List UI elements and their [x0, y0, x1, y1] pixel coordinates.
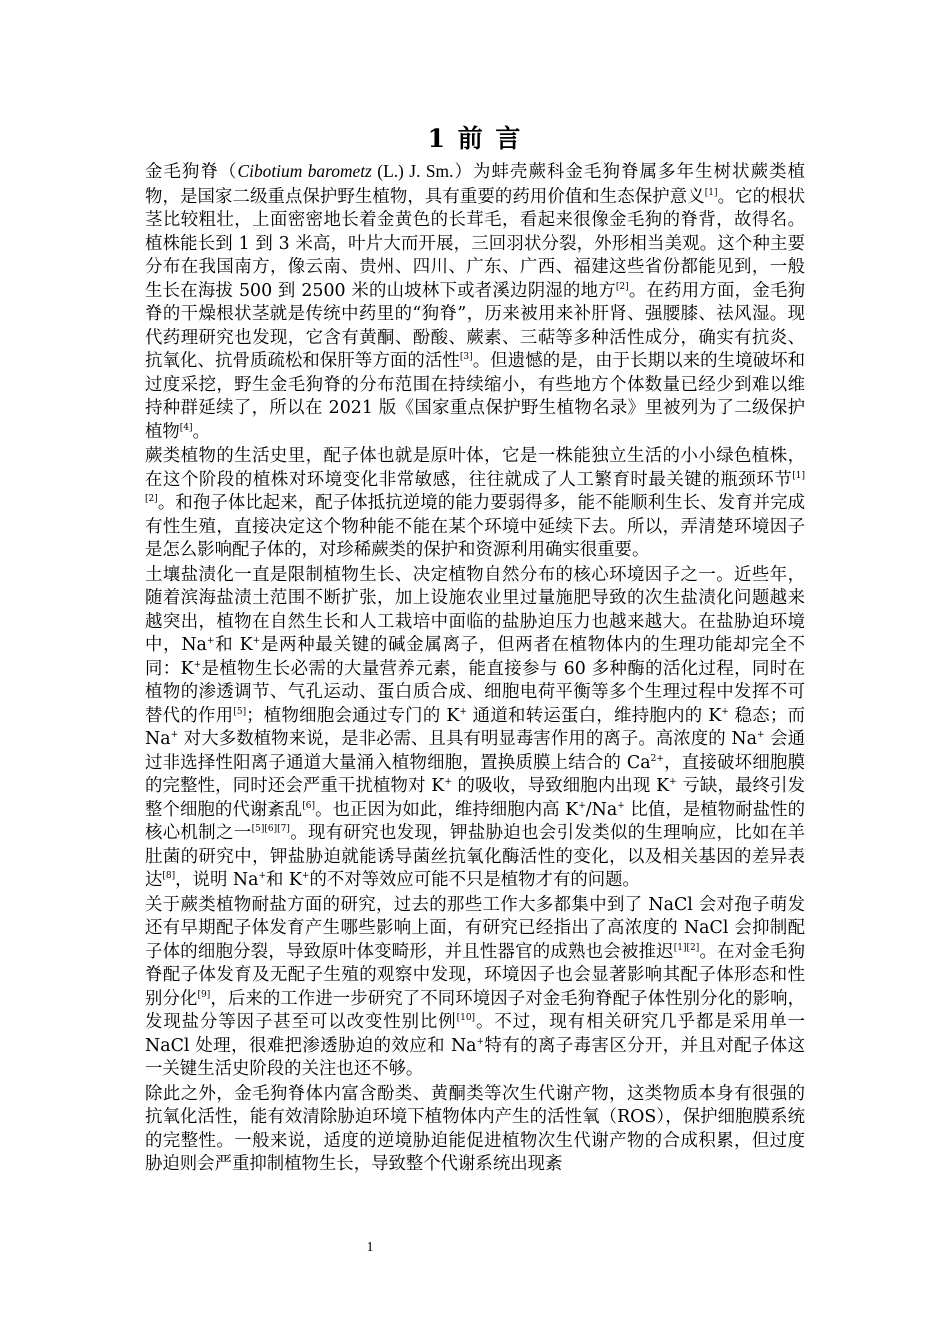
- text-run: 。但遗憾的是，由于长期以来的生境破坏和过度采挖，野生金毛狗脊的分布范围在持续缩小，有些地方个体数量已经少到难以维持种群延续了，所以在 2021 版《国家重点保护野生植物名录》里被列为了二级保护植物: [145, 351, 805, 442]
- paragraph-4: [145, 894, 805, 1082]
- text-run: (L.) J. Sm.）为蚌壳蕨科金毛狗脊属多年生树状蕨类植物，是国家二级重点保护野生植物，具有重要的药用价值和生态保护意义: [145, 161, 805, 206]
- text-run: 的吸收，导致细胞内出现 K: [451, 776, 670, 796]
- citation: [1][2]: [145, 470, 805, 504]
- text-run: ，后来的工作进一步研究了不同环境因子对金毛狗脊配子体性别分化的影响，发现盐分等因子甚至可以改变性别比例: [145, 988, 805, 1032]
- text-run: 是植物生长必需的大量营养元素，能直接参与 60 多种酶的活化过程，同时在植物的渗透调节、气孔运动、蛋白质合成、细胞电荷平衡等多个生理过程中发挥不可替代的作用: [145, 658, 805, 726]
- citation: [2]: [615, 281, 629, 292]
- text-run: 是两种最关键的碱金属离子，但两者在植物体内的生理功能却完全不同：K: [145, 635, 805, 679]
- citation: [3]: [459, 352, 473, 362]
- text-run: 对大多数植物来说，是非必需、且具有明显毒害作用的离子。高浓度的 Na: [178, 729, 757, 749]
- text-run: 的不对等效应可能不只是植物才有的问题。: [309, 870, 640, 890]
- text-run: ，直接破坏细胞膜的完整性，同时还会严重干扰植物对 K: [145, 752, 805, 796]
- text-run: 和 K: [214, 635, 253, 655]
- paragraph-1: [145, 160, 805, 444]
- text-run: 特有的离子毒害区分开，并且对配子体这一关键生活史阶段的关注也还不够。: [145, 1035, 805, 1079]
- text-run: 。: [192, 421, 210, 442]
- citation: [10]: [456, 1013, 476, 1023]
- ion-charge: +: [459, 706, 467, 717]
- page-number: 1: [366, 1240, 374, 1255]
- text-run: 。现有研究也发现，钾盐胁迫也会引发类似的生理响应，比如在羊肚菌的研究中，钾盐胁迫就能诱导菌丝抗氧化酶活性的变化，以及相关基因的差异表达: [145, 823, 805, 890]
- text-run: 和 K: [266, 870, 302, 890]
- paragraph-5: [145, 1083, 805, 1177]
- text-run: 除此之外，金毛狗脊体内富含酚类、黄酮类等次生代谢产物，这类物质本身有很强的抗氧化活性，能有效清除胁迫环境下植物体内产生的活性氧（ROS），保护细胞膜系统的完整性。一般来说，适度的逆境胁迫能促进植物次生代谢产物的合成积累，但过度胁迫则会严重抑制植物生长，导致整个代谢系统出现紊: [145, 1083, 805, 1174]
- ion-charge: +: [252, 636, 261, 646]
- citation: [5][6][7]: [251, 824, 290, 834]
- ion-charge: +: [617, 800, 625, 811]
- citation: [6]: [302, 800, 315, 811]
- body-text: [145, 160, 805, 1177]
- citation: [4]: [179, 422, 193, 433]
- ion-charge: +: [258, 871, 266, 881]
- text-run: 比值，是植物耐盐性的核心机制之一: [145, 799, 805, 843]
- text-run: 。在对金毛狗脊配子体发育及无配子生殖的观察中发现，环境因子也会显著影响其配子体形态和性别分化: [145, 941, 805, 1009]
- text-run: 。在药用方面，金毛狗脊的干燥根状茎就是传统中药里的“狗脊”，历来被用来补肝肾、强腰膝、祛风湿。现代药理研究也发现，它含有黄酮、酚酸、蕨素、三萜等多种活性成分，确实有抗炎、抗氧化、抗骨质疏松和保肝等方面的活性: [145, 280, 805, 371]
- ion-charge: +: [721, 706, 729, 717]
- text-run: 。它的根状茎比较粗壮，上面密密地长着金黄色的长茸毛，看起来很像金毛狗的脊背，故得名。植株能长到 1 到 3 米高，叶片大而开展，三回羽状分裂，外形相当美观。这个种主要分布在我国南方，像云南、贵州、四川、广东、广西、福建这些省份都能见到，一般生长在海拔 500 到 2500 米的山坡林下或者溪边阴湿的地方: [145, 186, 805, 301]
- ion-charge: 2+: [650, 753, 664, 764]
- text-run: 。不过，现有相关研究几乎都是采用单一 NaCl 处理，很难把渗透胁迫的效应和 Na: [145, 1012, 805, 1056]
- text-run: ；植物细胞会通过专门的 K: [246, 705, 460, 726]
- ion-charge: +: [578, 800, 586, 811]
- ion-charge: +: [476, 1036, 485, 1047]
- ion-charge: +: [444, 777, 452, 787]
- text-run: 金毛狗脊（: [145, 162, 238, 182]
- text-run: /Na: [585, 799, 618, 820]
- text-run: ，说明 Na: [175, 870, 259, 890]
- text-run: 通道和转运蛋白，维持胞内的 K: [466, 705, 722, 726]
- citation: [5]: [233, 706, 247, 717]
- section-heading: 1 前 言: [427, 124, 523, 153]
- citation: [9]: [197, 989, 211, 1000]
- paragraph-3: [145, 564, 805, 893]
- text-run: 关于蕨类植物耐盐方面的研究，过去的那些工作大多都集中到了 NaCl 会对孢子萌发还有早期配子体发育产生哪些影响上面，有研究已经指出了高浓度的 NaCl 会抑制配子体的细胞分裂，导致原叶体变畸形，并且性器官的成熟也会被推迟: [145, 894, 805, 962]
- ion-charge: +: [756, 730, 765, 740]
- citation: [8]: [162, 871, 176, 881]
- ion-charge: +: [193, 659, 202, 670]
- paragraph-2: [145, 445, 805, 563]
- ion-charge: +: [301, 871, 310, 881]
- citation: [1][2]: [673, 942, 700, 953]
- ion-charge: +: [206, 636, 215, 646]
- text-run: 蕨类植物的生活史里，配子体也就是原叶体，它是一株能独立生活的小小绿色植株，在这个阶段的植株对环境变化非常敏感，往往就成了人工繁育时最关键的瓶颈环节: [145, 446, 805, 490]
- text-run: 亏缺，最终引发整个细胞的代谢紊乱: [145, 776, 805, 820]
- species-name: Cibotium barometz: [237, 161, 372, 181]
- text-run: 土壤盐渍化一直是限制植物生长、决定植物自然分布的核心环境因子之一。近些年，随着滨海盐渍土范围不断扩张，加上设施农业里过量施肥导致的次生盐渍化问题越来越突出，植物在自然生长和人工栽培中面临的盐胁迫压力也越来越大。在盐胁迫环境中，Na: [145, 564, 805, 655]
- text-run: 。也正因为如此，维持细胞内高 K: [314, 799, 579, 820]
- text-run: 。和孢子体比起来，配子体抵抗逆境的能力要弱得多，能不能顺利生长、发育并完成有性生殖，直接决定这个物种能不能在某个环境中延续下去。所以，弄清楚环境因子是怎么影响配子体的，对珍稀蕨类的保护和资源利用确实很重要。: [145, 493, 805, 560]
- ion-charge: +: [669, 777, 677, 787]
- citation: [1]: [704, 187, 718, 198]
- text-run: 会通过非选择性阳离子通道大量涌入植物细胞，置换质膜上结合的 Ca: [145, 729, 805, 773]
- text-run: 稳态；而 Na: [145, 705, 805, 749]
- ion-charge: +: [170, 730, 179, 740]
